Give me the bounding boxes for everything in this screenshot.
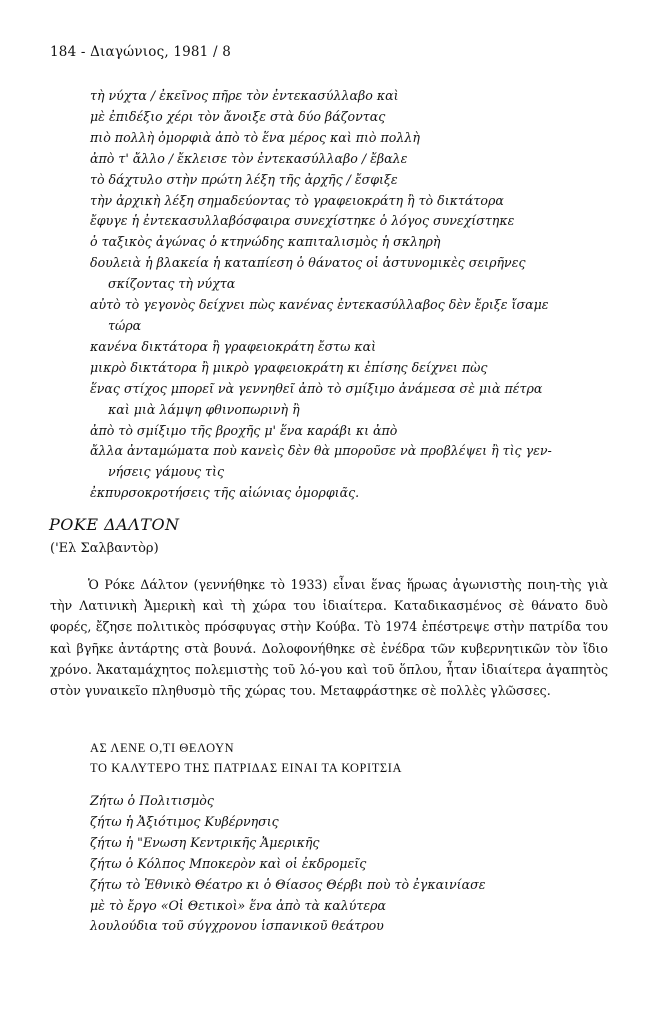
poem-line: ἐκπυρσοκροτήσεις τῆς αἰώνιας ὀμορφιᾶς. [90, 485, 360, 501]
poem-line: ἀπὸ τ' ἄλλο / ἔκλεισε τὸν ἐντεκασύλλαβο / ἔβαλε [90, 150, 408, 166]
poem-line: ζήτω ἡ "Ενωση Κεντρικῆς Ἀμερικῆς [90, 834, 320, 850]
poem-line-continuation: σκίζοντας τὴ νύχτα [108, 276, 236, 292]
poem-line: μικρὸ δικτάτορα ἢ μικρὸ γραφειοκράτη κι ἐπίσης δείχνει πὼς [90, 359, 488, 375]
poem-line: ἕνας στίχος μπορεῖ νὰ γεννηθεῖ ἀπὸ τὸ σμίξιμο ἀνάμεσα σὲ μιὰ πέτρα [90, 380, 543, 396]
poem-line: ἀπὸ τὸ σμίξιμο τῆς βροχῆς μ' ἕνα καράβι κι ἀπὸ [90, 422, 398, 438]
poet-name-heading: ΡΟΚΕ ΔΑΛΤΟΝ [49, 515, 180, 534]
poem-body [90, 791, 600, 937]
poem-title-line-2: ΤΟ ΚΑΛΥΤΕΡΟ ΤΗΣ ΠΑΤΡΙΔΑΣ ΕΙΝΑΙ ΤΑ ΚΟΡΙΤΣΙΑ [90, 761, 403, 775]
poem-excerpt [90, 86, 600, 504]
poem-line: τὴ νύχτα / ἐκεῖνος πῆρε τὸν ἐντεκασύλλαβο καὶ [90, 88, 399, 103]
poem-title [90, 738, 402, 778]
page-header: 184 - Διαγώνιος, 1981 / 8 [50, 44, 231, 60]
poem-line: ἔφυγε ἡ ἐντεκασυλλαβόσφαιρα συνεχίστηκε ὁ λόγος συνεχίστηκε [90, 213, 515, 229]
poem-line: τὴν ἀρχικὴ λέξη σημαδεύοντας τὸ γραφειοκράτη ἢ τὸ δικτάτορα [90, 192, 504, 208]
poem-line-continuation: τώρα [108, 317, 142, 333]
poem-line: λουλούδια τοῦ σύγχρονου ἱσπανικοῦ θεάτρου [90, 918, 384, 934]
poem-line: Ζήτω ὁ Πολιτισμὸς [90, 793, 214, 808]
biography-paragraph: Ὁ Ρόκε Δάλτον (γεννήθηκε τὸ 1933) εἶναι ἕνας ἥρωας ἀγωνιστὴς ποιη-τὴς γιὰ τὴν Λατινικὴ Ἀμερικὴ καὶ τὴ χώρα του ἰδιαίτερα. Καταδικασμένος σὲ θάνατο δυὸ φορές, ἔζησε πολιτικὸς πρόσφυγας στὴν Κούβα. Τὸ 1974 ἐπέστρεψε στὴν πατρίδα του καὶ βγῆκε ἀντάρτης στὰ βουνά. Δολοφονήθηκε σὲ ἐνέδρα τῶν κυβερνητικῶν τὸν ἴδιο χρόνο. Ἀκαταμάχητος πολεμιστὴς τοῦ λό-γου καὶ τοῦ ὅπλου, ἦταν ἰδιαίτερα ἀγαπητὸς στὸν γυναικεῖο πληθυσμὸ τῆς χώρας του. Μεταφράστηκε σὲ πολλὲς γλῶσσες. [50, 577, 608, 699]
poem-line-continuation: καὶ μιὰ λάμψη φθινοπωρινὴ ἢ [108, 401, 300, 417]
poem-line: ἄλλα ἀνταμώματα ποὺ κανεὶς δὲν θὰ μποροῦσε νὰ προβλέψει ἢ τὶς γεν- [90, 443, 552, 459]
poem-line: ζήτω ὁ Κόλπος Μποκερὸν καὶ οἱ ἐκδρομεῖς [90, 855, 367, 871]
poem-line: ζήτω ἡ Ἀξιότιμος Κυβέρνησις [90, 813, 279, 829]
poem-line: αὐτὸ τὸ γεγονὸς δείχνει πὼς κανένας ἐντεκασύλλαβος δὲν ἔριξε ἴσαμε [90, 297, 549, 313]
poem-line: δουλειὰ ἡ βλακεία ἡ καταπίεση ὁ θάνατος οἱ ἀστυνομικὲς σειρῆνες [90, 255, 526, 271]
poem-line: πιὸ πολλὴ ὀμορφιὰ ἀπὸ τὸ ἕνα μέρος καὶ πιὸ πολλὴ [90, 129, 420, 145]
poem-line: κανένα δικτάτορα ἢ γραφειοκράτη ἔστω καὶ [90, 338, 377, 354]
poet-country: ('Ελ Σαλβαντὸρ) [50, 541, 159, 556]
poem-title-line-1: ΑΣ ΛΕΝΕ Ο,ΤΙ ΘΕΛΟΥΝ [90, 741, 235, 755]
poem-line: μὲ τὸ ἔργο «Οἱ Θετικοὶ» ἕνα ἀπὸ τὰ καλύτερα [90, 897, 387, 913]
poem-line: ὁ ταξικὸς ἀγώνας ὁ κτηνώδης καπιταλισμὸς ἡ σκληρὴ [90, 234, 441, 250]
poem-line: τὸ δάχτυλο στὴν πρώτη λέξη τῆς ἀρχῆς / ἔσφιξε [90, 171, 398, 187]
poet-biography [50, 574, 608, 701]
poem-line-continuation: νήσεις γάμους τὶς [108, 464, 225, 480]
poem-line: ζήτω τὸ Ἐθνικὸ Θέατρο κι ὁ Θίασος Θέρβι ποὺ τὸ ἐγκαινίασε [90, 876, 486, 892]
poem-line: μὲ ἐπιδέξιο χέρι τὸν ἄνοιξε στὰ δύο βάζοντας [90, 108, 386, 124]
